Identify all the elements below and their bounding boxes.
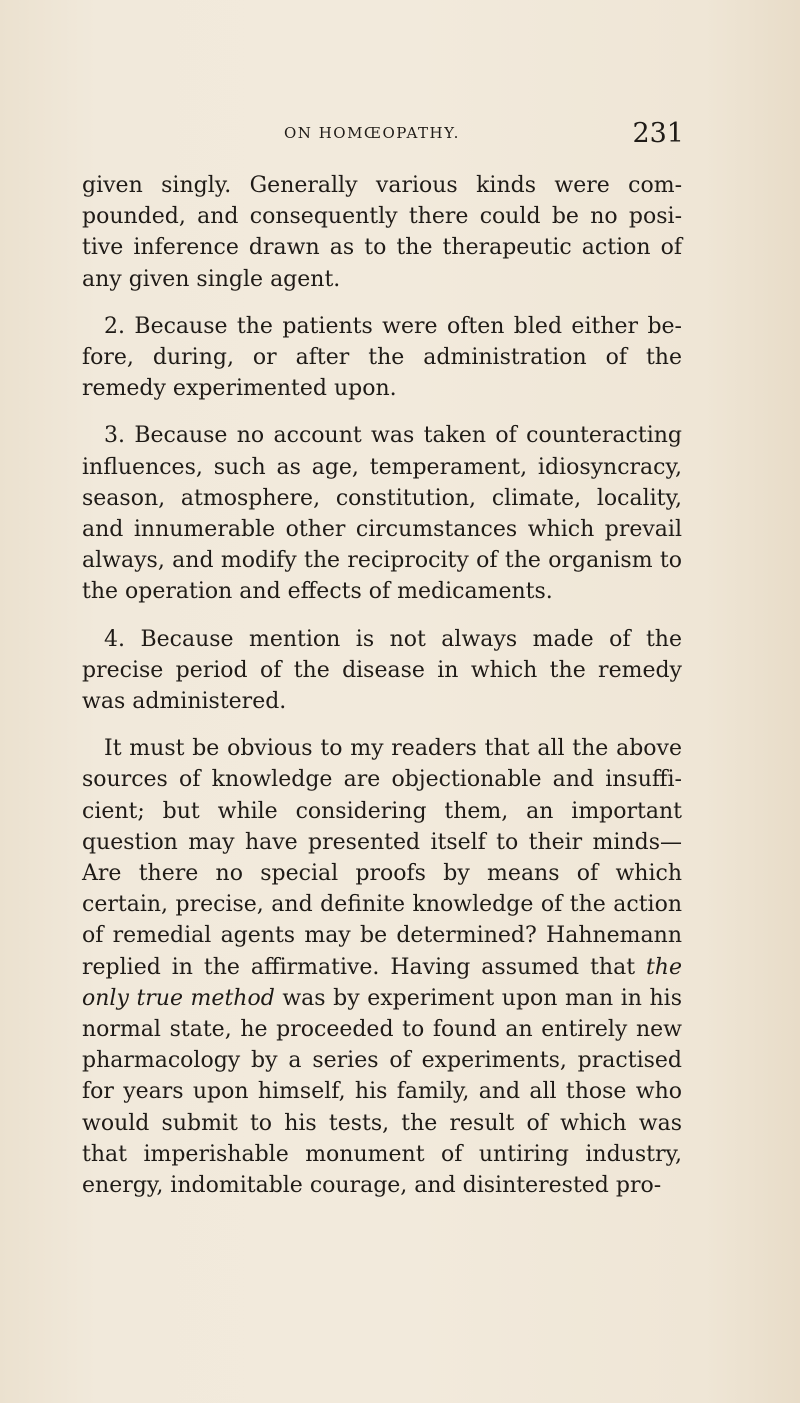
- page-header: [284, 118, 684, 148]
- italic-phrase: the only true method: [82, 954, 682, 1011]
- paragraph-text-after-italic: was by experiment upon man in his normal state, he proceeded to found an entirely new pharmacology by a series of experiments, practised for years upon himself, his family, and all those who would submit to his tests, the result of which was that imperishable monument of untiring industry, energy, indomitable courage, and disinterested pro-: [82, 985, 682, 1199]
- paragraph-point-2: 2. Because the patients were often bled either be-fore, during, or after the administration of the remedy experimented upon.: [82, 313, 682, 402]
- paragraph-continuation: given singly. Generally various kinds were com-pounded, and consequently there could be no posi-tive inference drawn as to the therapeutic action of any given single agent.: [82, 173, 682, 292]
- paragraph-point-4: 4. Because mention is not always made of the precise period of the disease in which the remedy was administered.: [82, 626, 682, 715]
- paragraph-point-3: 3. Because no account was taken of counteracting influences, such as age, temperament, idiosyncracy, season, atmosphere, constitution, climate, locality, and innumerable other circumstances which prevail always, and modify the reciprocity of the organism to the operation and effects of medicaments.: [82, 423, 682, 605]
- paragraph-hahnemann: [82, 733, 682, 1201]
- page-number: 231: [632, 118, 684, 149]
- paragraph-text-before-italic: It must be obvious to my readers that all the above sources of knowledge are objectionable and insuffi-cient; but while considering them, an important question may have presented itself to their minds— Are there no special proofs by means of which certain, precise, and definite knowledge of the action of remedial agents may be determined? Hahnemann replied in the affirmative. Having assumed that: [82, 736, 682, 980]
- running-head: ON HOMŒOPATHY.: [284, 124, 460, 142]
- body-text: [82, 170, 682, 1217]
